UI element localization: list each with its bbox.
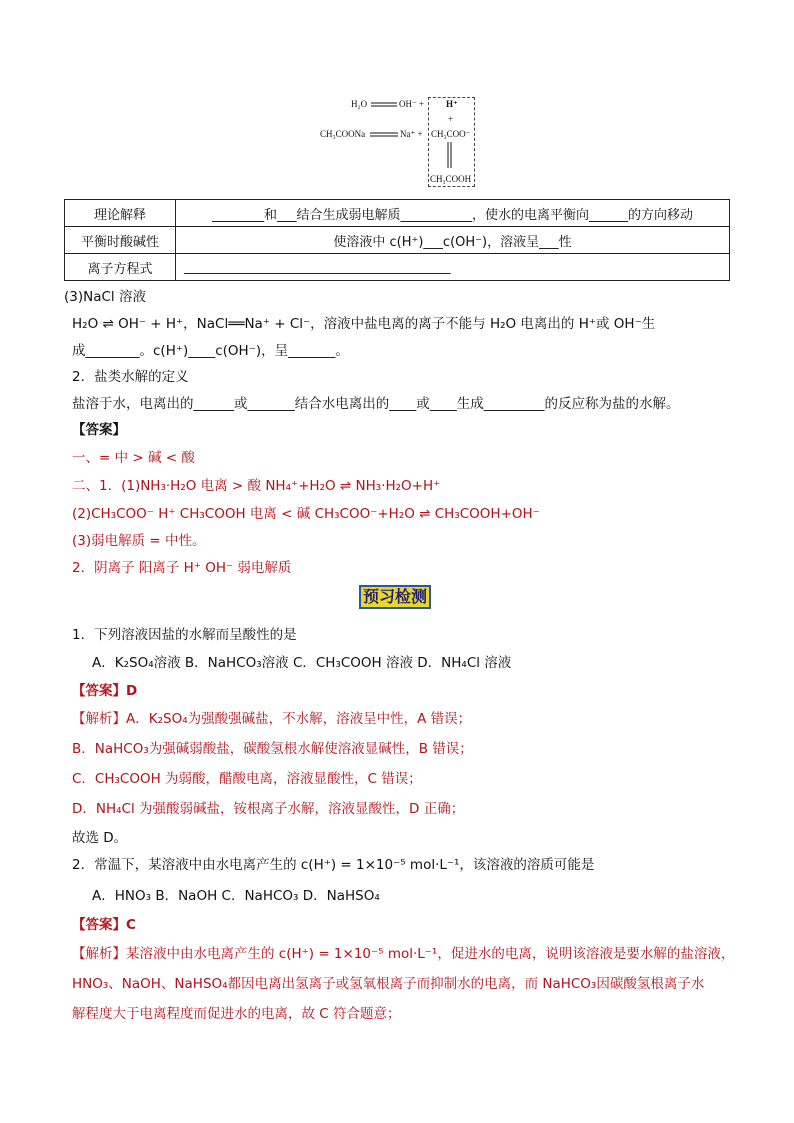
q2-stem: 2．常温下，某溶液中由水电离产生的 c(H⁺) = 1×10⁻⁵ mol·L⁻¹，该溶液的溶质可能是: [72, 857, 595, 873]
q1-conclusion: 故选 D。: [72, 830, 128, 846]
diagram-sodium-acetate: CH₃COONa: [320, 129, 366, 139]
q1-stem: 1．下列溶液因盐的水解而呈酸性的是: [72, 627, 297, 643]
diagram-plus: +: [448, 114, 454, 124]
section-banner: 预习检测: [359, 585, 431, 609]
q2-options: A．HNO₃ B．NaOH C．NaHCO₃ D．NaHSO₄: [92, 888, 380, 904]
answer-line-4: (3)弱电解质 = 中性。: [72, 533, 206, 549]
answer-line-3: (2)CH₃COO⁻ H⁺ CH₃COOH 电离 < 碱 CH₃COO⁻+H₂O ⇌ CH₃COOH+OH⁻: [72, 506, 540, 522]
q1-answer: 【答案】D: [72, 683, 138, 699]
diagram-water: H₂O: [351, 99, 368, 109]
table-key: 离子方程式: [65, 254, 176, 281]
answer-line-1: 一、= 中 > 碱 < 酸: [72, 450, 195, 466]
q1-analysis-line: 【解析】A．K₂SO₄为强酸强碱盐，不水解，溶液呈中性，A 错误；: [72, 711, 472, 727]
nacl-line-1: H₂O ⇌ OH⁻ + H⁺，NaCl══Na⁺ + Cl⁻，溶液中盐电离的离子不能与 H₂O 电离出的 H⁺或 OH⁻生: [72, 316, 656, 332]
q1-options: A．K₂SO₄溶液 B．NaHCO₃溶液 C．CH₃COOH 溶液 D．NH₄Cl 溶液: [92, 655, 512, 671]
table-key: 理论解释: [65, 200, 176, 227]
answer-label: 【答案】: [72, 422, 126, 438]
diagram-hydrogen-ion: H⁺: [446, 99, 458, 109]
diagram-sodium-ion: Na⁺ +: [400, 129, 423, 139]
q2-answer: 【答案】C: [72, 917, 136, 933]
diagram-acetate: CH₃COO⁻: [431, 129, 471, 139]
q1-analysis-line: D．NH₄Cl 为强酸弱碱盐，铵根离子水解，溶液显酸性，D 正确；: [72, 801, 465, 817]
definition-line: 盐溶于水，电离出的______或_______结合水电离出的____或____生成_________的反应称为盐的水解。: [72, 396, 680, 412]
answer-line-2: 二、1．(1)NH₃·H₂O 电离 > 酸 NH₄⁺+H₂O ⇌ NH₃·H₂O+H⁺: [72, 478, 441, 494]
nacl-heading: (3)NaCl 溶液: [64, 289, 146, 305]
q1-analysis-line: C．CH₃COOH 为弱酸，醋酸电离，溶液显酸性，C 错误；: [72, 771, 422, 787]
table-row: [65, 254, 730, 281]
hydrolysis-table: [64, 199, 730, 281]
q2-analysis-line: HNO₃、NaOH、NaHSO₄都因电离出氢离子或氢氧根离子而抑制水的电离，而 NaHCO₃因碳酸氢根离子水: [72, 976, 705, 992]
nacl-line-2: 成________。c(H⁺)____c(OH⁻)，呈_______。: [72, 343, 349, 359]
table-value: _________________________________________: [176, 254, 730, 281]
equilibrium-arrow-icon: [371, 101, 397, 109]
table-key: 平衡时酸碱性: [65, 227, 176, 254]
q1-analysis-line: B．NaHCO₃为强碱弱酸盐，碳酸氢根水解使溶液显碱性，B 错误；: [72, 741, 473, 757]
definition-heading: 2．盐类水解的定义: [72, 369, 189, 385]
q2-analysis-line: 解程度大于电离程度而促进水的电离，故 C 符合题意；: [72, 1006, 401, 1022]
table-value: 使溶液中 c(H⁺)___c(OH⁻)，溶液呈___性: [176, 227, 730, 254]
diagram-hydroxide: OH⁻ +: [399, 99, 425, 109]
table-row: [65, 200, 730, 227]
ionization-arrow-icon: [370, 131, 398, 139]
table-row: [65, 227, 730, 254]
table-value: ________和___结合生成弱电解质___________，使水的电离平衡向______的方向移动: [176, 200, 730, 227]
q2-analysis-line: 【解析】某溶液中由水电离产生的 c(H⁺) = 1×10⁻⁵ mol·L⁻¹，促进水的电离，说明该溶液是要水解的盐溶液，: [72, 946, 735, 962]
diagram-acetic-acid: CH₃COOH: [430, 174, 472, 184]
answer-line-5: 2．阴离子 阳离子 H⁺ OH⁻ 弱电解质: [72, 560, 292, 576]
down-arrow-icon: [446, 142, 454, 170]
